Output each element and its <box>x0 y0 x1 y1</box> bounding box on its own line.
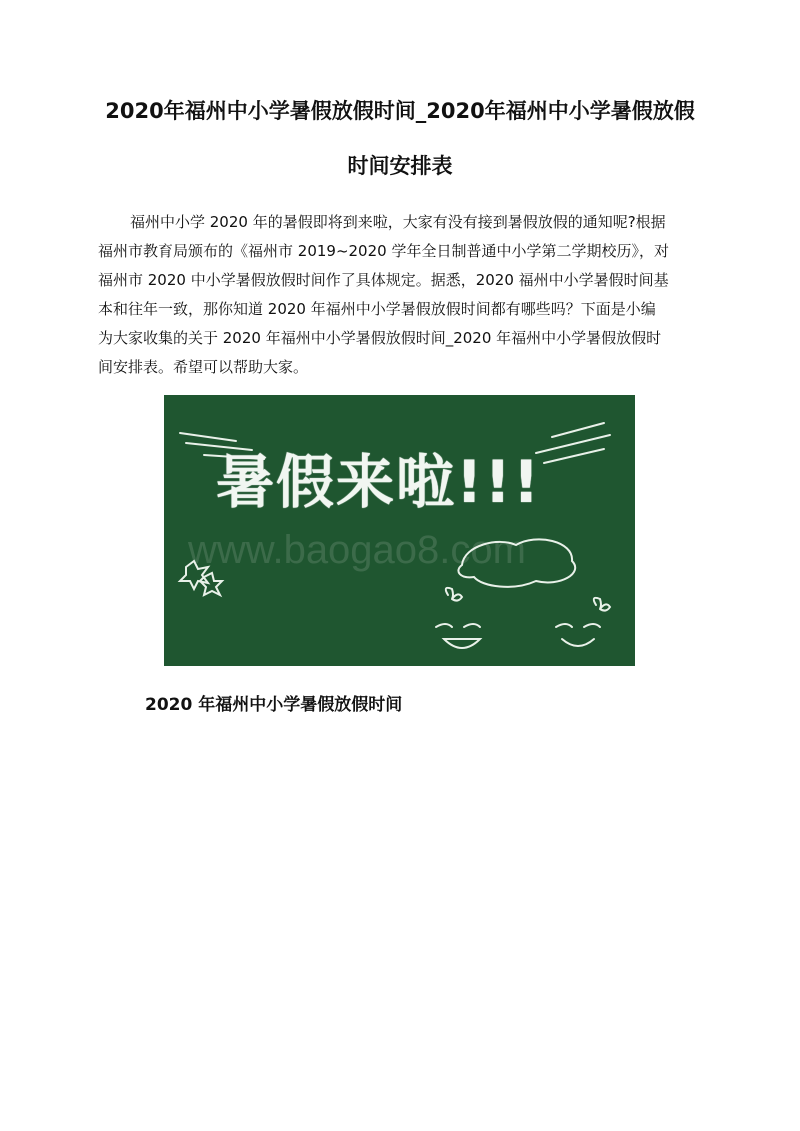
paragraph-line-2: 福州市教育局颁布的《福州市 2019~2020 学年全日制普通中小学第二学期校历》，对 <box>98 242 669 260</box>
section-heading: 2020 年福州中小学暑假放假时间 <box>145 695 403 715</box>
paragraph-line-5: 为大家收集的关于 2020 年福州中小学暑假放假时间_2020 年福州中小学暑假放假时 <box>98 329 662 347</box>
chalk-line <box>180 433 236 441</box>
watermark: www.baogao8.com <box>188 528 526 572</box>
paragraph-line-3: 福州市 2020 中小学暑假放假时间作了具体规定。据悉，2020 福州中小学暑假时间基 <box>98 271 669 289</box>
chalkboard-illustration <box>164 395 635 666</box>
butterfly-icon <box>594 598 610 611</box>
document-title-line-1: 2020年福州中小学暑假放假时间_2020年福州中小学暑假放假 <box>105 99 695 123</box>
smiley-eye <box>556 624 572 627</box>
smiley-eye <box>584 624 600 627</box>
chalk-line <box>544 449 604 463</box>
paragraph-line-6: 间安排表。希望可以帮助大家。 <box>98 358 309 376</box>
star-icon <box>200 573 222 595</box>
butterfly-icon <box>446 588 462 601</box>
chalk-line <box>552 423 604 437</box>
smiley-eye <box>436 624 452 627</box>
document-title-line-2: 时间安排表 <box>347 154 453 178</box>
smiley-mouth-icon <box>562 639 594 646</box>
smiley-eye <box>464 624 480 627</box>
paragraph-line-1: 福州中小学 2020 年的暑假即将到来啦，大家有没有接到暑假放假的通知呢?根据 <box>130 213 666 231</box>
paragraph-line-4: 本和往年一致，那你知道 2020 年福州中小学暑假放假时间都有哪些吗？下面是小编 <box>98 300 656 318</box>
chalk-headline: 暑假来啦!!! <box>216 448 542 516</box>
smiley-mouth-icon <box>444 639 480 648</box>
